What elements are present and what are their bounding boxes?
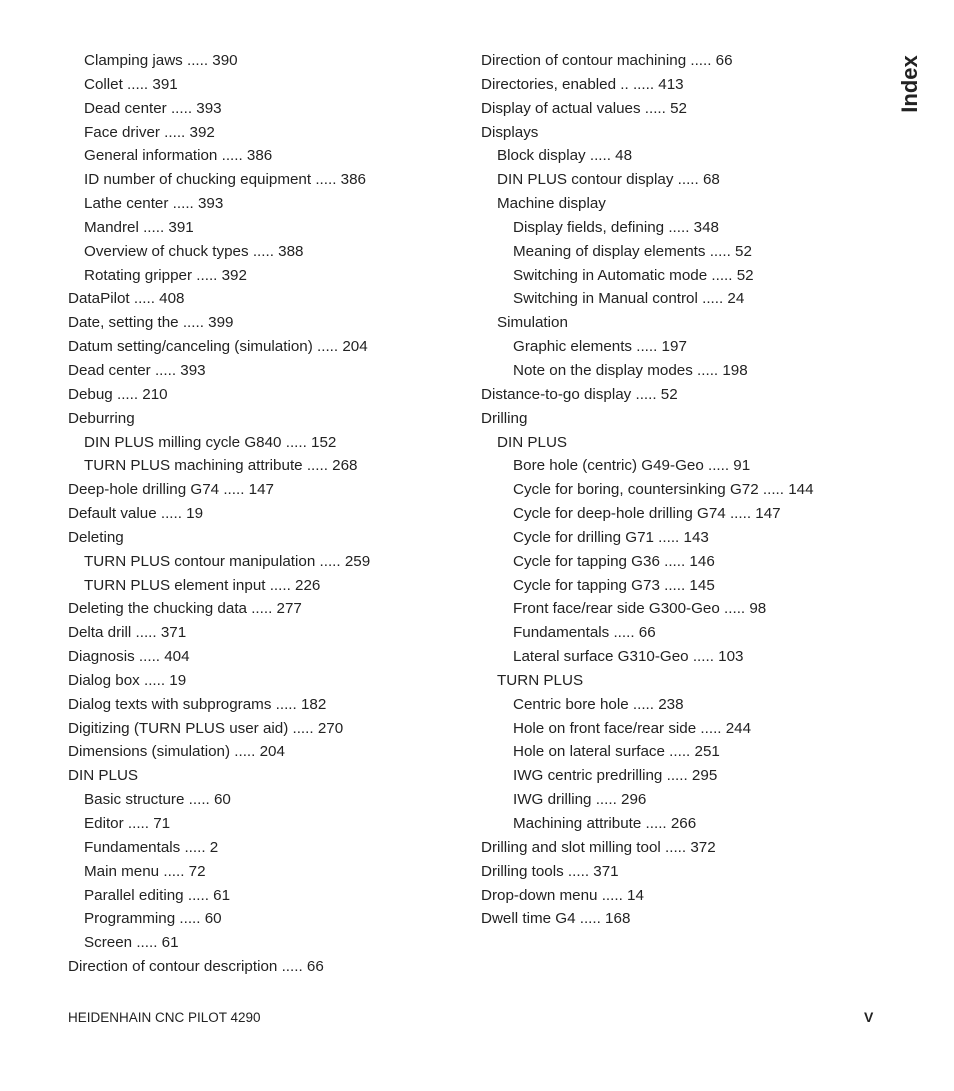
index-entry: Programming ..... 60: [84, 910, 222, 928]
index-entry: Cycle for drilling G71 ..... 143: [513, 528, 709, 546]
index-entry: Deburring: [68, 409, 135, 427]
index-entry: ID number of chucking equipment ..... 386: [84, 171, 366, 189]
index-entry: Direction of contour description ..... 66: [68, 958, 324, 976]
index-entry: Rotating gripper ..... 392: [84, 266, 247, 284]
index-entry: Centric bore hole ..... 238: [513, 695, 684, 713]
index-entry: Default value ..... 19: [68, 505, 204, 523]
index-entry: Machine display: [497, 195, 606, 213]
index-entry: Switching in Manual control ..... 24: [513, 290, 745, 308]
index-entry: Fundamentals ..... 2: [84, 838, 219, 856]
index-side-tab: [893, 52, 927, 116]
index-entry: Diagnosis ..... 404: [68, 648, 190, 666]
index-entry: Clamping jaws ..... 390: [84, 52, 238, 69]
index-entry: DIN PLUS: [497, 433, 568, 451]
index-entry: Hole on front face/rear side ..... 244: [513, 719, 752, 737]
index-entry: Front face/rear side G300-Geo ..... 98: [513, 600, 767, 618]
index-entry: Basic structure ..... 60: [84, 791, 231, 809]
index-entry: Screen ..... 61: [84, 934, 179, 952]
index-entry: Displays: [481, 123, 539, 141]
index-entry: Lathe center ..... 393: [84, 195, 224, 213]
side-tab-label: Index: [897, 55, 922, 113]
index-entry: Machining attribute ..... 266: [513, 815, 697, 832]
index-entry: Collet ..... 391: [84, 75, 178, 93]
index-entry: Distance-to-go display ..... 52: [481, 385, 678, 403]
index-entry: Display fields, defining ..... 348: [513, 218, 719, 236]
index-entry: Dead center ..... 393: [84, 99, 222, 117]
index-entry: Drilling and slot milling tool ..... 372: [481, 838, 716, 856]
index-entry: Date, setting the ..... 399: [68, 314, 234, 332]
index-entry: DIN PLUS milling cycle G840 ..... 152: [84, 433, 337, 451]
index-entry: Fundamentals ..... 66: [513, 624, 656, 642]
index-entry: Deep-hole drilling G74 ..... 147: [68, 481, 274, 499]
footer-product-name: HEIDENHAIN CNC PILOT 4290: [68, 1010, 261, 1025]
index-entry: TURN PLUS: [497, 671, 584, 689]
index-entry: General information ..... 386: [84, 147, 273, 165]
index-entry: Digitizing (TURN PLUS user aid) ..... 270: [68, 719, 344, 737]
index-entry: Debug ..... 210: [68, 385, 168, 403]
index-entry: Editor ..... 71: [84, 815, 171, 832]
index-entry: TURN PLUS machining attribute ..... 268: [84, 457, 358, 475]
index-entry: Lateral surface G310-Geo ..... 103: [513, 648, 744, 666]
index-entry: DataPilot ..... 408: [68, 290, 185, 308]
index-column-right: [481, 49, 861, 931]
footer-page-number: V: [864, 1009, 874, 1025]
index-entry: Direction of contour machining ..... 66: [481, 52, 733, 69]
index-entry: Meaning of display elements ..... 52: [513, 242, 752, 260]
index-entry: Cycle for deep-hole drilling G74 ..... 147: [513, 505, 781, 523]
index-entry: Dialog box ..... 19: [68, 671, 187, 689]
index-entry: Cycle for tapping G73 ..... 145: [513, 576, 715, 594]
index-entry: Cycle for boring, countersinking G72 ..... 144: [513, 481, 814, 499]
index-entry: IWG drilling ..... 296: [513, 791, 647, 809]
index-entry: Switching in Automatic mode ..... 52: [513, 266, 754, 284]
index-entry: Dimensions (simulation) ..... 204: [68, 743, 285, 761]
index-column-left: [68, 49, 468, 979]
index-entry: Dwell time G4 ..... 168: [481, 910, 631, 928]
index-entry: Note on the display modes ..... 198: [513, 361, 748, 379]
index-entry: Dead center ..... 393: [68, 361, 206, 379]
index-entry: Simulation: [497, 314, 568, 332]
index-entry: Dialog texts with subprograms ..... 182: [68, 695, 327, 713]
index-entry: Deleting: [68, 528, 124, 546]
index-entry: Drop-down menu ..... 14: [481, 886, 644, 904]
index-entry: Block display ..... 48: [497, 147, 633, 165]
index-entry: TURN PLUS contour manipulation ..... 259: [84, 552, 371, 570]
index-entry: Main menu ..... 72: [84, 862, 206, 880]
index-entry: Mandrel ..... 391: [84, 218, 194, 236]
index-entry: TURN PLUS element input ..... 226: [84, 576, 321, 594]
index-entry: Directories, enabled .. ..... 413: [481, 75, 684, 93]
index-entry: Bore hole (centric) G49-Geo ..... 91: [513, 457, 751, 475]
index-entry: Display of actual values ..... 52: [481, 99, 687, 117]
index-entry: Parallel editing ..... 61: [84, 886, 231, 904]
index-entry: Face driver ..... 392: [84, 123, 215, 141]
index-entry: Drilling tools ..... 371: [481, 862, 619, 880]
index-entry: Drilling: [481, 409, 528, 427]
index-entry: IWG centric predrilling ..... 295: [513, 767, 718, 785]
index-entry: Graphic elements ..... 197: [513, 338, 687, 356]
index-entry: Datum setting/canceling (simulation) ..... 204: [68, 338, 368, 356]
index-entry: Hole on lateral surface ..... 251: [513, 743, 720, 761]
index-entry: Deleting the chucking data ..... 277: [68, 600, 302, 618]
index-entry: Cycle for tapping G36 ..... 146: [513, 552, 715, 570]
index-entry: Overview of chuck types ..... 388: [84, 242, 304, 260]
index-entry: DIN PLUS: [68, 767, 139, 785]
index-entry: DIN PLUS contour display ..... 68: [497, 171, 720, 189]
index-entry: Delta drill ..... 371: [68, 624, 187, 642]
